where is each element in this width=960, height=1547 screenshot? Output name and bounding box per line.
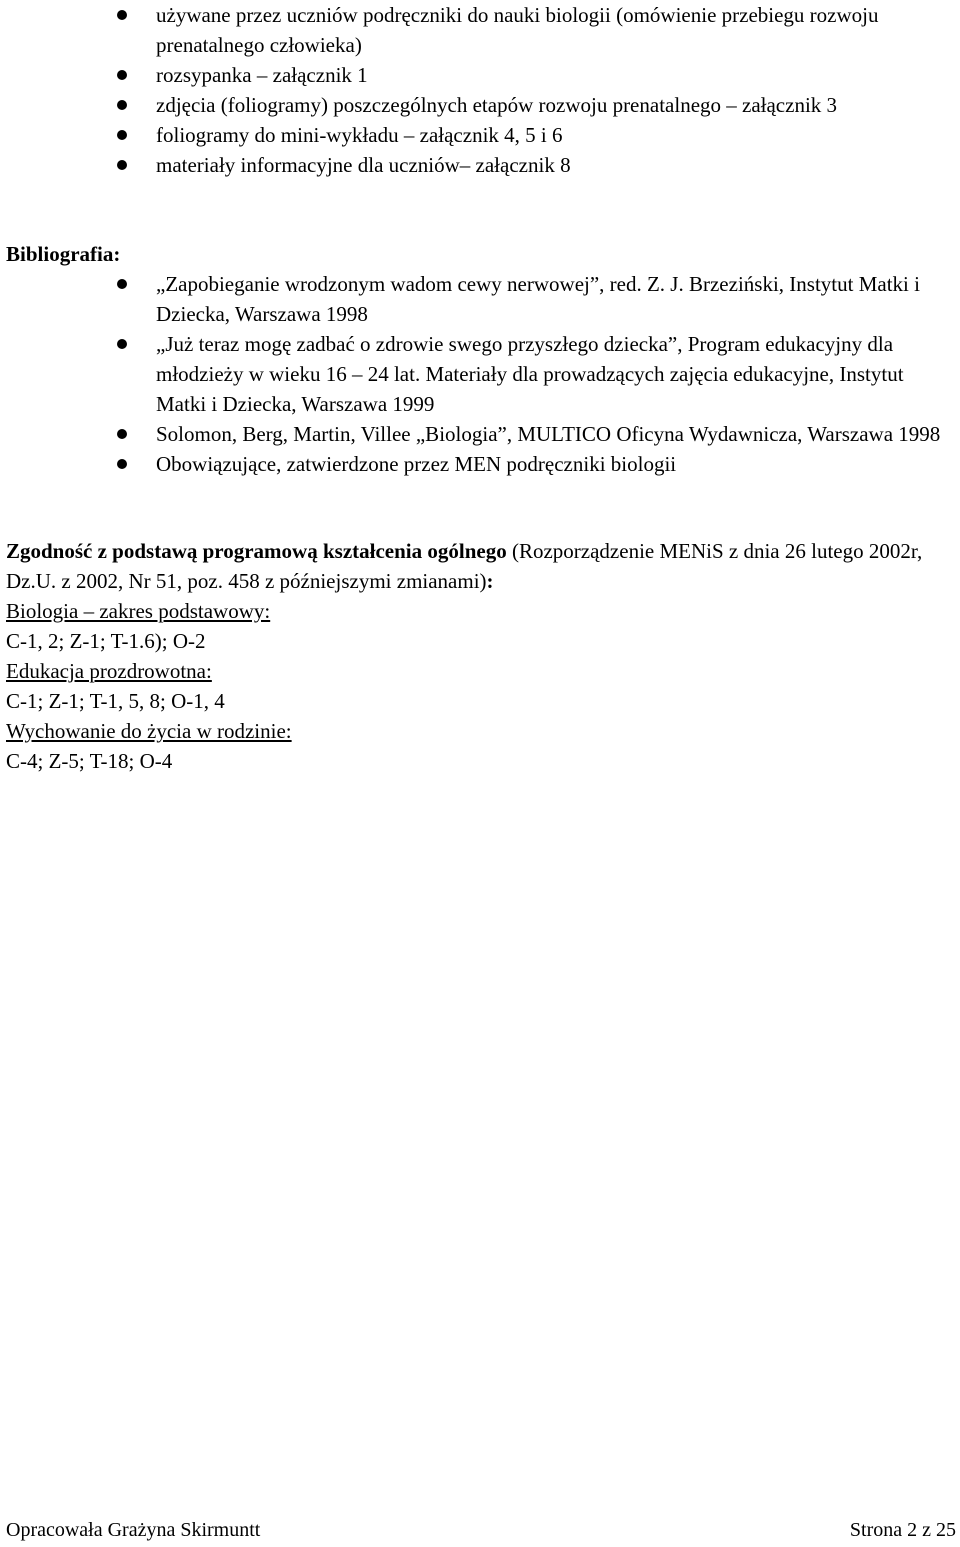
section-codes-health-education: C-1; Z-1; T-1, 5, 8; O-1, 4 <box>6 689 225 713</box>
list-item <box>0 90 960 120</box>
section-codes-family-life: C-4; Z-5; T-18; O-4 <box>6 749 173 773</box>
compliance-heading-note: (Rozporządzenie MENiS z dnia 26 lutego 2002r, Dz.U. z 2002, Nr 51, poz. 458 z późniejszymi zmianami) <box>6 539 923 593</box>
bibliography-entry: „Zapobieganie wrodzonym wadom cewy nerwowej”, red. Z. J. Brzeziński, Instytut Matki i Dziecka, Warszawa 1998 <box>156 272 920 326</box>
bibliography-list <box>0 269 960 479</box>
compliance-heading-bold: Zgodność z podstawą programową kształcenia ogólnego <box>6 539 507 563</box>
bibliography-entry: Obowiązujące, zatwierdzone przez MEN podręczniki biologii <box>156 452 677 476</box>
list-item <box>0 60 960 90</box>
list-item <box>0 269 960 329</box>
bullet-icon <box>117 279 127 289</box>
section-codes-biology: C-1, 2; Z-1; T-1.6); O-2 <box>6 629 206 653</box>
bullet-icon <box>117 10 127 20</box>
bullet-icon <box>117 100 127 110</box>
materials-list <box>0 0 960 180</box>
footer-page-number: Strona 2 z 25 <box>849 1519 956 1541</box>
list-item-text: materiały informacyjne dla uczniów– załącznik 8 <box>156 153 571 177</box>
list-item <box>0 329 960 419</box>
bullet-icon <box>117 70 127 80</box>
compliance-heading <box>6 536 956 596</box>
curriculum-compliance <box>6 536 956 776</box>
list-item-text: używane przez uczniów podręczniki do nauki biologii (omówienie przebiegu rozwoju prenatalnego człowieka) <box>156 3 879 57</box>
bullet-icon <box>117 339 127 349</box>
bullet-icon <box>117 429 127 439</box>
bullet-icon <box>117 130 127 140</box>
bullet-icon <box>117 459 127 469</box>
bullet-icon <box>117 160 127 170</box>
list-item-text: zdjęcia (foliogramy) poszczególnych etapów rozwoju prenatalnego – załącznik 3 <box>156 93 838 117</box>
section-title-health-education: Edukacja prozdrowotna: <box>6 659 212 683</box>
list-item <box>0 120 960 150</box>
list-item <box>0 449 960 479</box>
list-item <box>0 150 960 180</box>
list-item <box>0 0 960 60</box>
list-item-text: rozsypanka – załącznik 1 <box>156 63 368 87</box>
section-title-family-life: Wychowanie do życia w rodzinie: <box>6 719 292 743</box>
bibliography-entry: Solomon, Berg, Martin, Villee „Biologia”, MULTICO Oficyna Wydawnicza, Warszawa 1998 <box>156 422 941 446</box>
section-title-biology: Biologia – zakres podstawowy: <box>6 599 271 623</box>
compliance-heading-colon: : <box>486 569 494 593</box>
bibliography-entry: „Już teraz mogę zadbać o zdrowie swego przyszłego dziecka”, Program edukacyjny dla młodzieży w wieku 16 – 24 lat. Materiały dla prowadzących zajęcia edukacyjne, Instytut Matki i Dziecka, Warszawa 1999 <box>156 332 904 416</box>
list-item <box>0 419 960 449</box>
bibliography-heading: Bibliografia: <box>6 242 121 266</box>
list-item-text: foliogramy do mini-wykładu – załącznik 4, 5 i 6 <box>156 123 563 147</box>
footer-author: Opracowała Grażyna Skirmuntt <box>6 1519 261 1541</box>
